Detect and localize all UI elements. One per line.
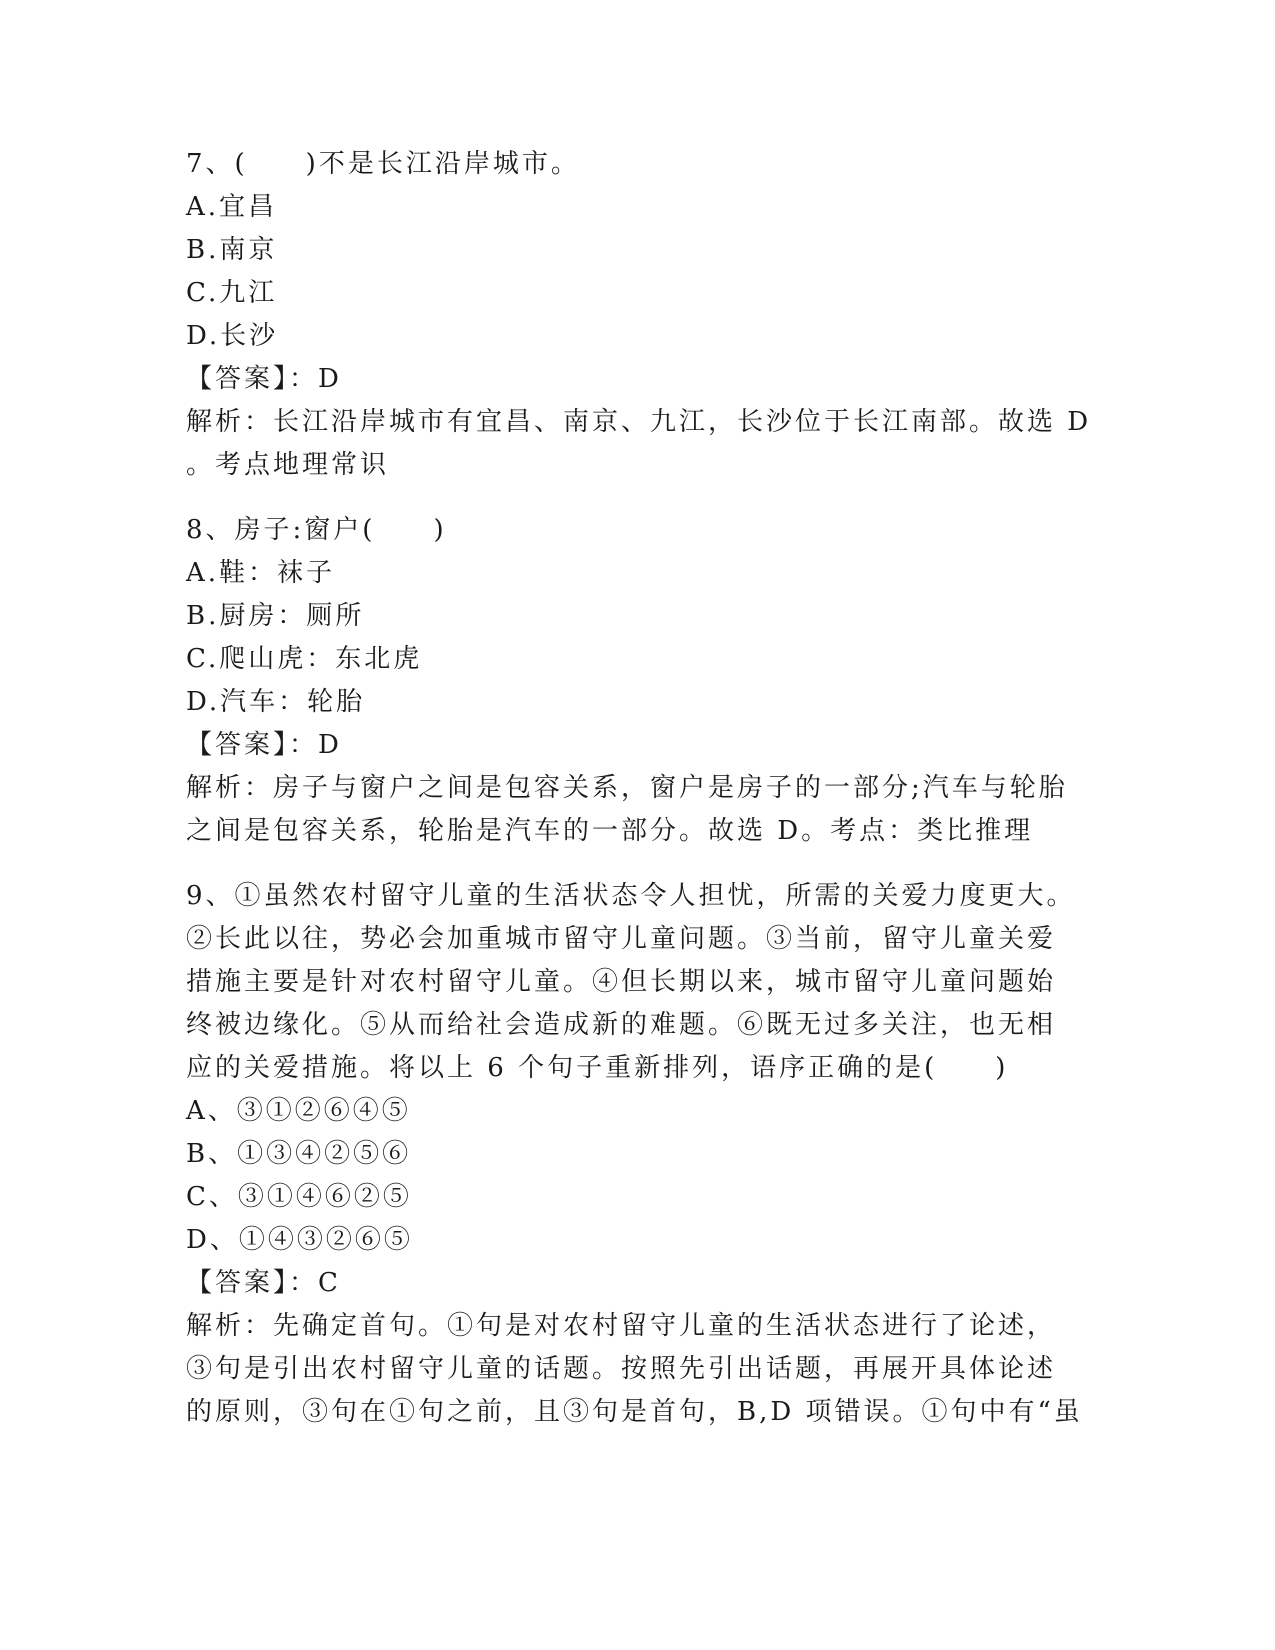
- analysis-line: ③句是引出农村留守儿童的话题。按照先引出话题，再展开具体论述: [186, 1354, 1057, 1384]
- question-stem: 7、( )不是长江沿岸城市。: [186, 149, 580, 179]
- question-stem: 应的关爱措施。将以上 6 个句子重新排列，语序正确的是( ): [186, 1053, 1009, 1083]
- option-a: A.宜昌: [186, 192, 278, 222]
- question-7: [186, 143, 1092, 487]
- question-stem: 措施主要是针对农村留守儿童。④但长期以来，城市留守儿童问题始: [186, 967, 1057, 997]
- analysis-line: 解析：房子与窗户之间是包容关系，窗户是房子的一部分;汽车与轮胎: [186, 773, 1068, 803]
- analysis-line: 之间是包容关系，轮胎是汽车的一部分。故选 D。考点：类比推理: [186, 816, 1034, 846]
- answer-label: 【答案】：D: [186, 364, 342, 394]
- question-stem: 9、①虽然农村留守儿童的生活状态令人担忧，所需的关爱力度更大。: [186, 881, 1076, 911]
- question-stem: 终被边缘化。⑤从而给社会造成新的难题。⑥既无过多关注，也无相: [186, 1010, 1057, 1040]
- question-stem: ②长此以往，势必会加重城市留守儿童问题。③当前，留守儿童关爱: [186, 924, 1057, 954]
- option-c: C、③①④⑥②⑤: [186, 1182, 412, 1212]
- option-d: D、①④③②⑥⑤: [186, 1225, 413, 1255]
- option-b: B.南京: [186, 235, 278, 265]
- analysis-line: 的原则，③句在①句之前，且③句是首句，B,D 项错误。①句中有“虽: [186, 1397, 1083, 1427]
- option-d: D.汽车：轮胎: [186, 687, 366, 717]
- answer-label: 【答案】：D: [186, 730, 342, 760]
- option-a: A.鞋：袜子: [186, 558, 336, 588]
- option-c: C.爬山虎：东北虎: [186, 644, 423, 674]
- document-page: [186, 143, 1092, 1434]
- analysis-line: 解析：先确定首句。①句是对农村留守儿童的生活状态进行了论述，: [186, 1311, 1057, 1341]
- option-b: B.厨房：厕所: [186, 601, 365, 631]
- option-a: A、③①②⑥④⑤: [186, 1096, 411, 1126]
- analysis-line: 。考点地理常识: [186, 450, 390, 480]
- question-9: [186, 875, 1086, 1434]
- answer-label: 【答案】：C: [186, 1268, 341, 1298]
- question-8: [186, 509, 1086, 853]
- option-b: B、①③④②⑤⑥: [186, 1139, 412, 1169]
- question-stem: 8、房子:窗户( ): [186, 515, 447, 545]
- option-c: C.九江: [186, 278, 278, 308]
- analysis-line: 解析：长江沿岸城市有宜昌、南京、九江，长沙位于长江南部。故选 D: [186, 407, 1092, 437]
- option-d: D.长沙: [186, 321, 279, 351]
